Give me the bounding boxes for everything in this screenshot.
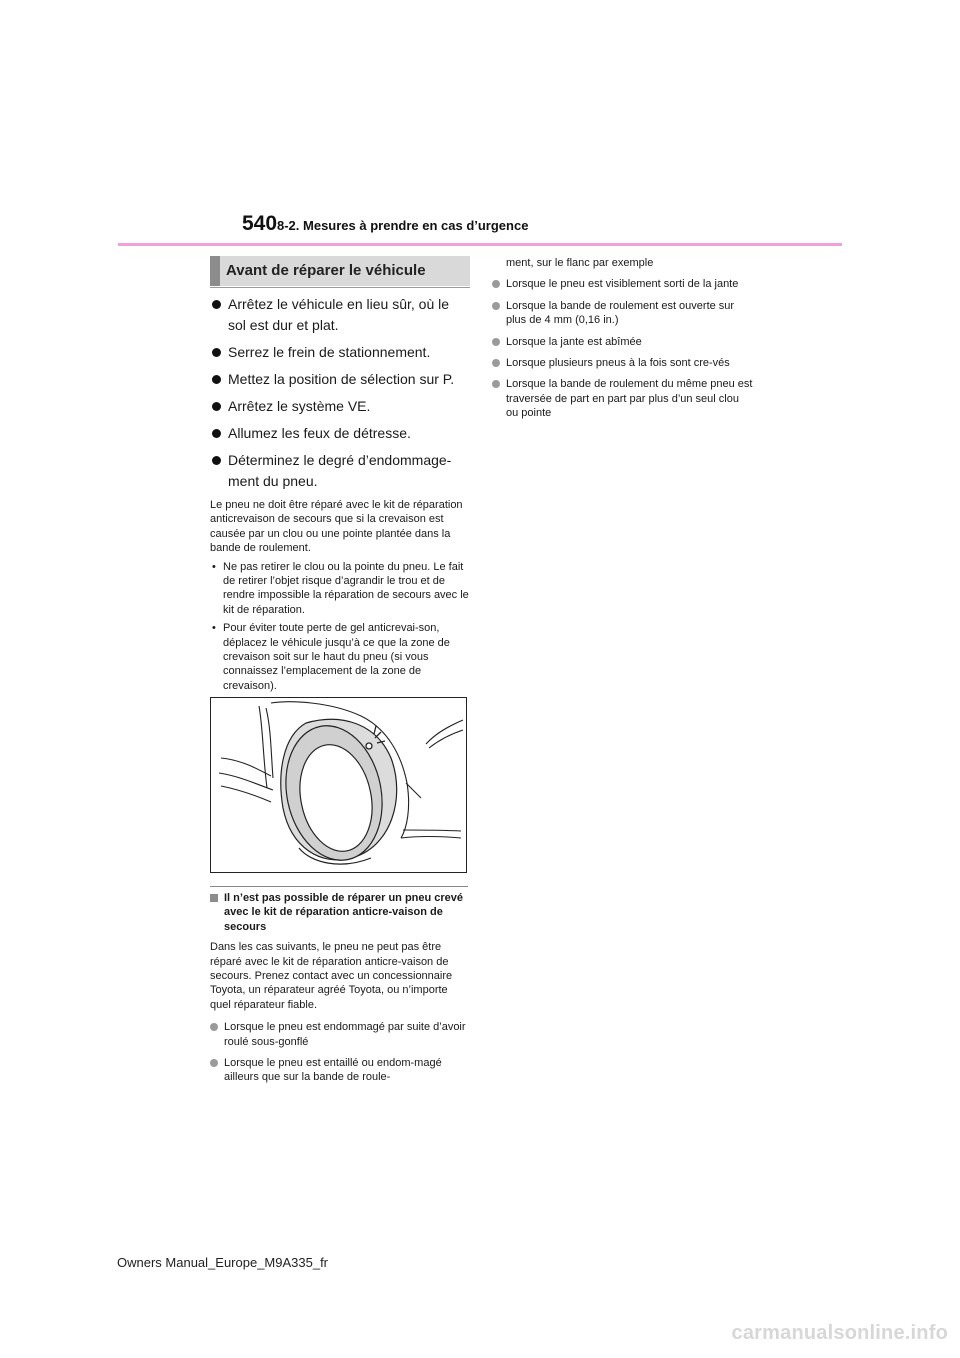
section-heading: Avant de réparer le véhicule — [210, 256, 470, 286]
case-item: Lorsque plusieurs pneus à la fois sont cre-vés — [492, 356, 754, 370]
step-item: Mettez la position de sélection sur P. — [210, 369, 470, 390]
step-item: Déterminez le degré d’endommage-ment du pneu. — [210, 450, 470, 492]
case-item: Lorsque la bande de roulement du même pneu est traversée de part en part par plus d’un seul clou ou pointe — [492, 377, 754, 420]
note-list — [210, 560, 470, 694]
intro-paragraph: Le pneu ne doit être réparé avec le kit de réparation anticrevaison de secours que si la crevaison est causée par un clou ou une pointe plantée dans la bande de roulement. — [210, 499, 463, 555]
case-item: Lorsque la bande de roulement est ouverte sur plus de 4 mm (0,16 in.) — [492, 299, 754, 328]
case-list-left — [210, 1020, 468, 1085]
case-item: Lorsque la jante est abîmée — [492, 335, 754, 349]
step-item: Serrez le frein de stationnement. — [210, 342, 470, 363]
case-item: Lorsque le pneu est endommagé par suite d’avoir roulé sous-gonflé — [210, 1020, 468, 1049]
step-item: Arrêtez le véhicule en lieu sûr, où le sol est dur et plat. — [210, 294, 470, 336]
subsection — [210, 891, 468, 1092]
subsection-paragraph: Dans les cas suivants, le pneu ne peut pas être réparé avec le kit de réparation anticre-vaison de secours. Prenez contact avec un concessionnaire Toyota, un réparateur agréé Toyota, ou n’importe quel réparateur fiable. — [210, 941, 453, 1011]
case-list-right — [492, 256, 754, 421]
left-column — [210, 256, 470, 697]
case-continuation: ment, sur le flanc par exemple — [506, 257, 654, 269]
note-item: • Pour éviter toute perte de gel anticrevai-son, déplacez le véhicule jusqu’à ce que la zone de crevaison soit sur le haut du pneu (si vous connaissez l’emplacement de la zone de crevaison). — [210, 621, 470, 693]
case-item: Lorsque le pneu est entaillé ou endom-magé ailleurs que sur la bande de roule- — [210, 1056, 468, 1085]
note-item: • Ne pas retirer le clou ou la pointe du pneu. Le fait de retirer l’objet risque d’agrandir le trou et de rendre impossible la réparation de secours avec le kit de réparation. — [210, 560, 470, 618]
section-title: 8-2. Mesures à prendre en cas d’urgence — [277, 218, 529, 233]
tire-drawing — [211, 698, 466, 872]
footer-doc-id: Owners Manual_Europe_M9A335_fr — [117, 1255, 329, 1270]
subsection-rule — [210, 886, 468, 887]
subsection-heading: Il n’est pas possible de réparer un pneu crevé avec le kit de réparation anticre-vaison de secours — [210, 891, 468, 934]
step-list — [210, 294, 470, 492]
watermark: carmanualsonline.info — [731, 1322, 948, 1344]
page-number: 540 — [242, 212, 278, 235]
tire-illustration — [210, 697, 467, 873]
case-item: Lorsque le pneu est visiblement sorti de la jante — [492, 277, 754, 291]
step-item: Arrêtez le système VE. — [210, 396, 470, 417]
right-column — [492, 256, 754, 428]
step-item: Allumez les feux de détresse. — [210, 423, 470, 444]
header-rule — [118, 243, 842, 246]
